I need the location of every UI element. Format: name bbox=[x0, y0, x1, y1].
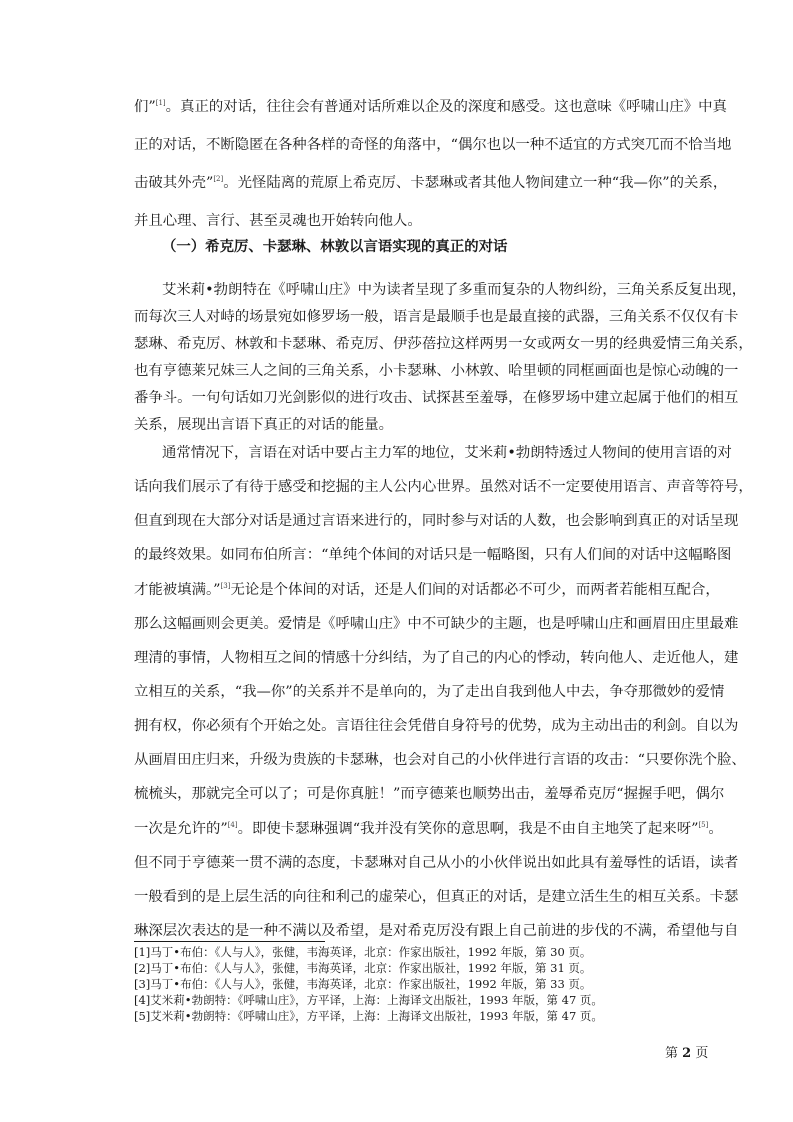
body-line: 击破其外壳”[2]。光怪陆离的荒原上希克厉、卡瑟琳或者其他人物间建立一种“我—你”的关系， bbox=[134, 175, 728, 191]
body-line: 琳深层次表达的是一种不满以及希望，是对希克厉没有跟上自己前进的步伐的不满，希望他与自 bbox=[134, 923, 739, 939]
body-line: 艾米莉•勃朗特在《呼啸山庄》中为读者呈现了多重而复杂的人物纠纷，三角关系反复出现， bbox=[162, 282, 747, 298]
body-line: 但直到现在大部分对话是通过言语来进行的，同时参与对话的人数，也会影响到真正的对话呈现 bbox=[134, 513, 739, 529]
section-heading: （一）希克厉、卡瑟琳、林敦以言语实现的真正的对话 bbox=[162, 238, 508, 255]
body-line: 话向我们展示了有待于感受和挖掘的主人公内心世界。虽然对话不一定要使用语言、声音等符号， bbox=[134, 479, 753, 495]
body-line: 那么这幅画则会更美。爱情是《呼啸山庄》中不可缺少的主题，也是呼啸山庄和画眉田庄里最难 bbox=[134, 616, 739, 632]
body-line: 通常情况下，言语在对话中要占主力军的地位，艾米莉•勃朗特透过人物间的使用言语的对 bbox=[162, 445, 732, 461]
body-line: 们”[1]。真正的对话，往往会有普通对话所难以企及的深度和感受。这也意味《呼啸山庄》中真 bbox=[134, 99, 727, 115]
page-number: 第 2 页 bbox=[665, 1046, 709, 1061]
body-line: 一般看到的是上层生活的向往和利己的虚荣心，但真正的对话，是建立活生生的相互关系。卡瑟 bbox=[134, 889, 739, 905]
footnote: [4]艾米莉•勃朗特：《呼啸山庄》，方平译，上海：上海译文出版社，1993 年版，第 47 页。 bbox=[134, 993, 603, 1007]
body-line: 番争斗。一句句话如刀光剑影似的进行攻击、试探甚至羞辱，在修罗场中建立起属于他们的相互 bbox=[134, 390, 739, 406]
footnote-ref[interactable]: [1] bbox=[155, 99, 166, 107]
body-line: 关系，展现出言语下真正的对话的能量。 bbox=[134, 417, 394, 433]
footnote-separator bbox=[134, 941, 325, 942]
footnote-ref[interactable]: [4] bbox=[227, 821, 238, 829]
body-line: 梳梳头，那就完全可以了；可是你真脏！”而亨德莱也顺势出击，羞辱希克厉“握握手吧，偶尔 bbox=[134, 786, 725, 802]
body-line: 拥有权，你必须有个开始之处。言语往往会凭借自身符号的优势，成为主动出击的利剑。自以为 bbox=[134, 718, 739, 734]
footnote-ref[interactable]: [2] bbox=[213, 175, 224, 183]
footnote: [5]艾米莉•勃朗特：《呼啸山庄》，方平译，上海：上海译文出版社，1993 年版，第 47 页。 bbox=[134, 1009, 603, 1023]
footnote: [2]马丁•布伯：《人与人》，张健，韦海英译，北京：作家出版社，1992 年版，第 31 页。 bbox=[134, 961, 592, 975]
body-line: 瑟琳、希克厉、林敦和卡瑟琳、希克厉、伊莎蓓拉这样两男一女或两女一男的经典爱情三角关系， bbox=[134, 336, 753, 352]
footnote: [1]马丁•布伯：《人与人》，张健，韦海英译，北京：作家出版社，1992 年版，第 30 页。 bbox=[134, 945, 592, 959]
footnote-ref[interactable]: [3] bbox=[220, 582, 231, 590]
body-line: 而每次三人对峙的场景宛如修罗场一般，语言是最顺手也是最直接的武器，三角关系不仅仅有卡 bbox=[134, 309, 739, 325]
footnote: [3]马丁•布伯：《人与人》，张健，韦海英译，北京：作家出版社，1992 年版，第 33 页。 bbox=[134, 977, 592, 991]
footnote-ref[interactable]: [5] bbox=[698, 821, 709, 829]
body-line: 也有亨德莱兄妹三人之间的三角关系，小卡瑟琳、小林敦、哈里顿的同框画面也是惊心动魄的一 bbox=[134, 363, 739, 379]
body-line: 才能被填满。”[3]无论是个体间的对话，还是人们间的对话都必不可少，而两者若能相互配合， bbox=[134, 582, 720, 598]
body-line: 一次是允许的”[4]。即使卡瑟琳强调“我并没有笑你的意思啊，我是不由自主地笑了起来呀”[5]。 bbox=[134, 821, 723, 837]
body-line: 立相互的关系，“我—你”的关系并不是单向的，为了走出自我到他人中去，争夺那微妙的爱情 bbox=[134, 684, 725, 700]
body-line: 的最终效果。如同布伯所言：“单纯个体间的对话只是一幅略图，只有人们间的对话中这幅略图 bbox=[134, 547, 732, 563]
body-line: 正的对话，不断隐匿在各种各样的奇怪的角落中，“偶尔也以一种不适宜的方式突兀而不恰当地 bbox=[134, 137, 732, 153]
body-line: 但不同于亨德莱一贯不满的态度，卡瑟琳对自己从小的小伙伴说出如此具有羞辱性的话语，读者 bbox=[134, 855, 739, 871]
body-line: 并且心理、言行、甚至灵魂也开始转向他人。 bbox=[134, 213, 422, 229]
body-line: 从画眉田庄归来，升级为贵族的卡瑟琳，也会对自己的小伙伴进行言语的攻击：“只要你洗个脸、 bbox=[134, 752, 746, 768]
body-line: 理清的事情，人物相互之间的情感十分纠结，为了自己的内心的悸动，转向他人、走近他人，建 bbox=[134, 650, 739, 666]
